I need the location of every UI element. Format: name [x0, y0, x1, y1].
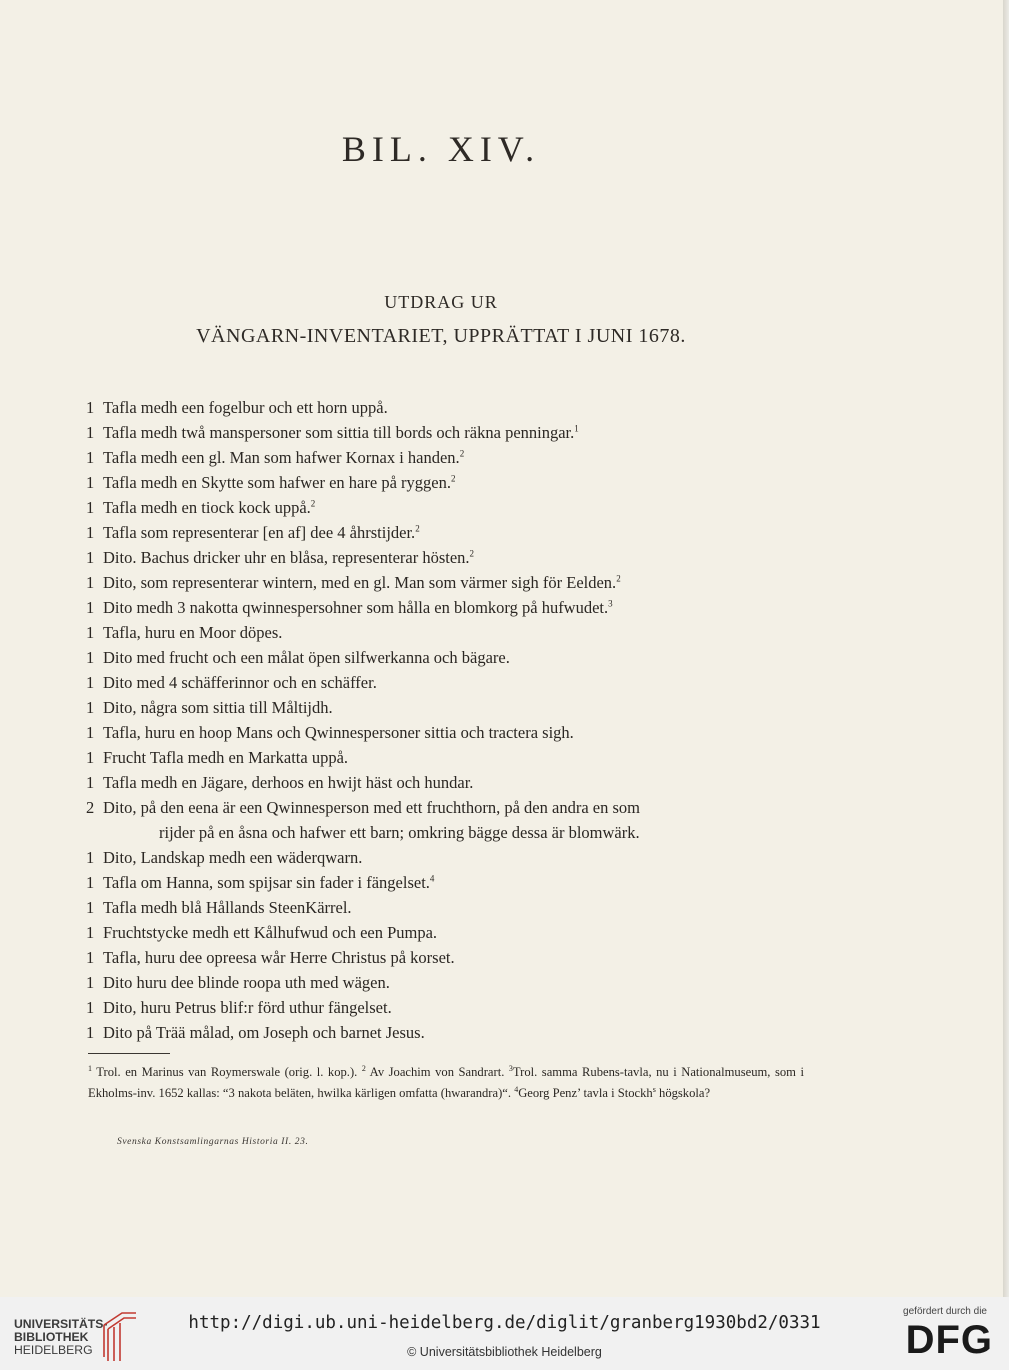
item-text: Tafla medh een fogelbur och ett horn uppå. — [103, 398, 388, 417]
item-footnote-ref: 1 — [574, 423, 579, 434]
item-text: Dito på Trää målad, om Joseph och barnet Jesus. — [103, 1023, 425, 1042]
item-text: Dito huru dee blinde roopa uth med wägen. — [103, 973, 390, 992]
item-quantity: 1 — [86, 548, 95, 567]
footnote-3-marker: 3 — [508, 1063, 513, 1073]
item-text: Tafla, huru dee opreesa wår Herre Christus på korset. — [103, 948, 455, 967]
list-item — [86, 620, 816, 645]
item-text: Tafla medh en tiock kock uppå. — [103, 498, 311, 517]
list-item — [86, 570, 816, 595]
item-quantity: 1 — [86, 698, 95, 717]
list-item — [86, 545, 816, 570]
item-quantity: 1 — [86, 423, 95, 442]
list-item — [86, 920, 816, 945]
dfg-logo[interactable]: DFG — [905, 1318, 993, 1362]
signature-line: Svenska Konstsamlingarnas Historia II. 23. — [117, 1137, 309, 1147]
item-footnote-ref: 2 — [469, 548, 475, 559]
footnote-4: Georg Penz’ tavla i Stockh — [518, 1086, 653, 1100]
list-item — [86, 695, 816, 720]
footnotes — [88, 1062, 804, 1104]
document-url-link[interactable]: http://digi.ub.uni-heidelberg.de/diglit/granberg1930bd2/0331 — [188, 1313, 821, 1333]
list-item — [86, 395, 816, 420]
item-text: Tafla om Hanna, som spijsar sin fader i fängelset. — [103, 873, 430, 892]
item-text: Dito med frucht och een målat öpen silfwerkanna och bägare. — [103, 648, 510, 667]
item-text: Dito, några som sittia till Måltijdh. — [103, 698, 333, 717]
footnote-4-sup: s — [652, 1084, 656, 1094]
list-item — [86, 595, 816, 620]
item-text: Dito, huru Petrus blif:r förd uthur fängelset. — [103, 998, 392, 1017]
list-item — [86, 720, 816, 745]
item-footnote-ref: 2 — [616, 573, 621, 584]
list-item — [86, 420, 816, 445]
item-footnote-ref: 2 — [415, 523, 420, 534]
item-text: Dito, på den eena är een Qwinnesperson med ett fruchthorn, på den andra en som — [103, 798, 640, 817]
footnote-3: Trol. samma Rubens-tavla, nu i Nationalmuseum, som i Ekholms-inv. 1652 kallas: “3 nakota beläten, hwilka kärligen omfatta (hwarandra)“. — [88, 1065, 804, 1100]
subheading-2: VÄNGARN-INVENTARIET, UPPRÄTTAT I JUNI 1678. — [196, 325, 686, 347]
item-text: Tafla som representerar [en af] dee 4 åhrstijder. — [103, 523, 416, 542]
list-item — [86, 745, 816, 770]
item-text: Tafla, huru en Moor döpes. — [103, 623, 283, 642]
list-item — [86, 445, 816, 470]
item-text: Dito medh 3 nakotta qwinnespersohner som hålla en blomkorg på hufwudet. — [103, 598, 609, 617]
item-text: Tafla, huru en hoop Mans och Qwinnespersoner sittia och tractera sigh. — [103, 723, 574, 742]
item-text: Dito med 4 schäfferinnor och en schäffer. — [103, 673, 377, 692]
item-text: Tafla medh een gl. Man som hafwer Kornax i handen. — [103, 448, 460, 467]
inventory-list — [86, 395, 816, 1045]
item-text: Fruchtstycke medh ett Kålhufwud och een Pumpa. — [103, 923, 438, 942]
item-text: Dito, Landskap medh een wäderqwarn. — [103, 848, 363, 867]
page-heading: BIL. XIV. — [341, 129, 541, 169]
item-footnote-ref: 2 — [450, 473, 456, 484]
item-quantity: 1 — [86, 723, 95, 742]
library-line-3: HEIDELBERG — [14, 1343, 93, 1357]
list-item — [86, 770, 816, 795]
footer-bar — [0, 1297, 1009, 1370]
item-quantity: 1 — [86, 748, 95, 767]
item-text: Tafla medh en Skytte som hafwer en hare på ryggen. — [103, 473, 451, 492]
item-text: Tafla medh twå manspersoner som sittia till bords och räkna penningar. — [103, 423, 575, 442]
subheading-1: UTDRAG UR — [384, 292, 498, 312]
list-item — [86, 645, 816, 670]
footnote-1: Trol. en Marinus van Roymerswale (orig. l. kop.). — [96, 1065, 358, 1079]
library-line-1: UNIVERSITÄTS- — [14, 1317, 108, 1331]
item-quantity: 1 — [86, 623, 95, 642]
list-item — [86, 1020, 816, 1045]
item-quantity: 1 — [86, 598, 95, 617]
item-text: Dito. Bachus dricker uhr en blåsa, representerar hösten. — [103, 548, 470, 567]
footnote-4-end: högskola? — [659, 1086, 711, 1100]
item-quantity: 1 — [86, 923, 95, 942]
list-item — [86, 845, 816, 870]
item-quantity: 1 — [86, 573, 95, 592]
footnote-4-marker: 4 — [514, 1084, 519, 1094]
list-item — [86, 895, 816, 920]
item-quantity: 1 — [86, 998, 95, 1017]
item-quantity: 1 — [86, 873, 95, 892]
list-item — [86, 870, 816, 895]
funded-by-label: gefördert durch die — [903, 1306, 987, 1317]
item-text: Tafla medh en Jägare, derhoos en hwijt häst och hundar. — [103, 773, 474, 792]
item-quantity: 1 — [86, 673, 95, 692]
list-item — [86, 995, 816, 1020]
list-item — [86, 470, 816, 495]
list-item — [86, 495, 816, 520]
item-quantity: 1 — [86, 523, 95, 542]
item-quantity: 2 — [86, 798, 95, 817]
item-text: Tafla medh blå Hållands SteenKärrel. — [103, 898, 352, 917]
item-quantity: 1 — [86, 498, 95, 517]
item-quantity: 1 — [86, 398, 95, 417]
item-footnote-ref: 2 — [459, 448, 465, 459]
item-footnote-ref: 2 — [310, 498, 316, 509]
item-continuation: rijder på en åsna och hafwer ett barn; omkring bägge dessa är blomwärk. — [159, 823, 640, 842]
page-edge — [1003, 0, 1009, 1297]
item-quantity: 1 — [86, 848, 95, 867]
copyright-notice: © Universitätsbibliothek Heidelberg — [407, 1345, 602, 1359]
item-footnote-ref: 3 — [608, 598, 613, 609]
list-item — [86, 795, 816, 845]
footnote-2-marker: 2 — [361, 1063, 366, 1073]
library-line-2: BIBLIOTHEK — [14, 1330, 89, 1344]
item-footnote-ref: 4 — [429, 873, 435, 884]
footnote-2: Av Joachim von Sandrart. — [369, 1065, 505, 1079]
item-text: Frucht Tafla medh en Markatta uppå. — [103, 748, 349, 767]
item-quantity: 1 — [86, 948, 95, 967]
footnote-rule — [88, 1053, 170, 1054]
footnote-1-marker: 1 — [88, 1063, 92, 1073]
item-quantity: 1 — [86, 448, 95, 467]
list-item — [86, 970, 816, 995]
item-quantity: 1 — [86, 773, 95, 792]
item-quantity: 1 — [86, 973, 95, 992]
item-quantity: 1 — [86, 898, 95, 917]
item-quantity: 1 — [86, 648, 95, 667]
list-item — [86, 670, 816, 695]
list-item — [86, 945, 816, 970]
list-item — [86, 520, 816, 545]
item-quantity: 1 — [86, 1023, 95, 1042]
item-text: Dito, som representerar wintern, med en gl. Man som värmer sigh för Eelden. — [103, 573, 617, 592]
item-quantity: 1 — [86, 473, 95, 492]
